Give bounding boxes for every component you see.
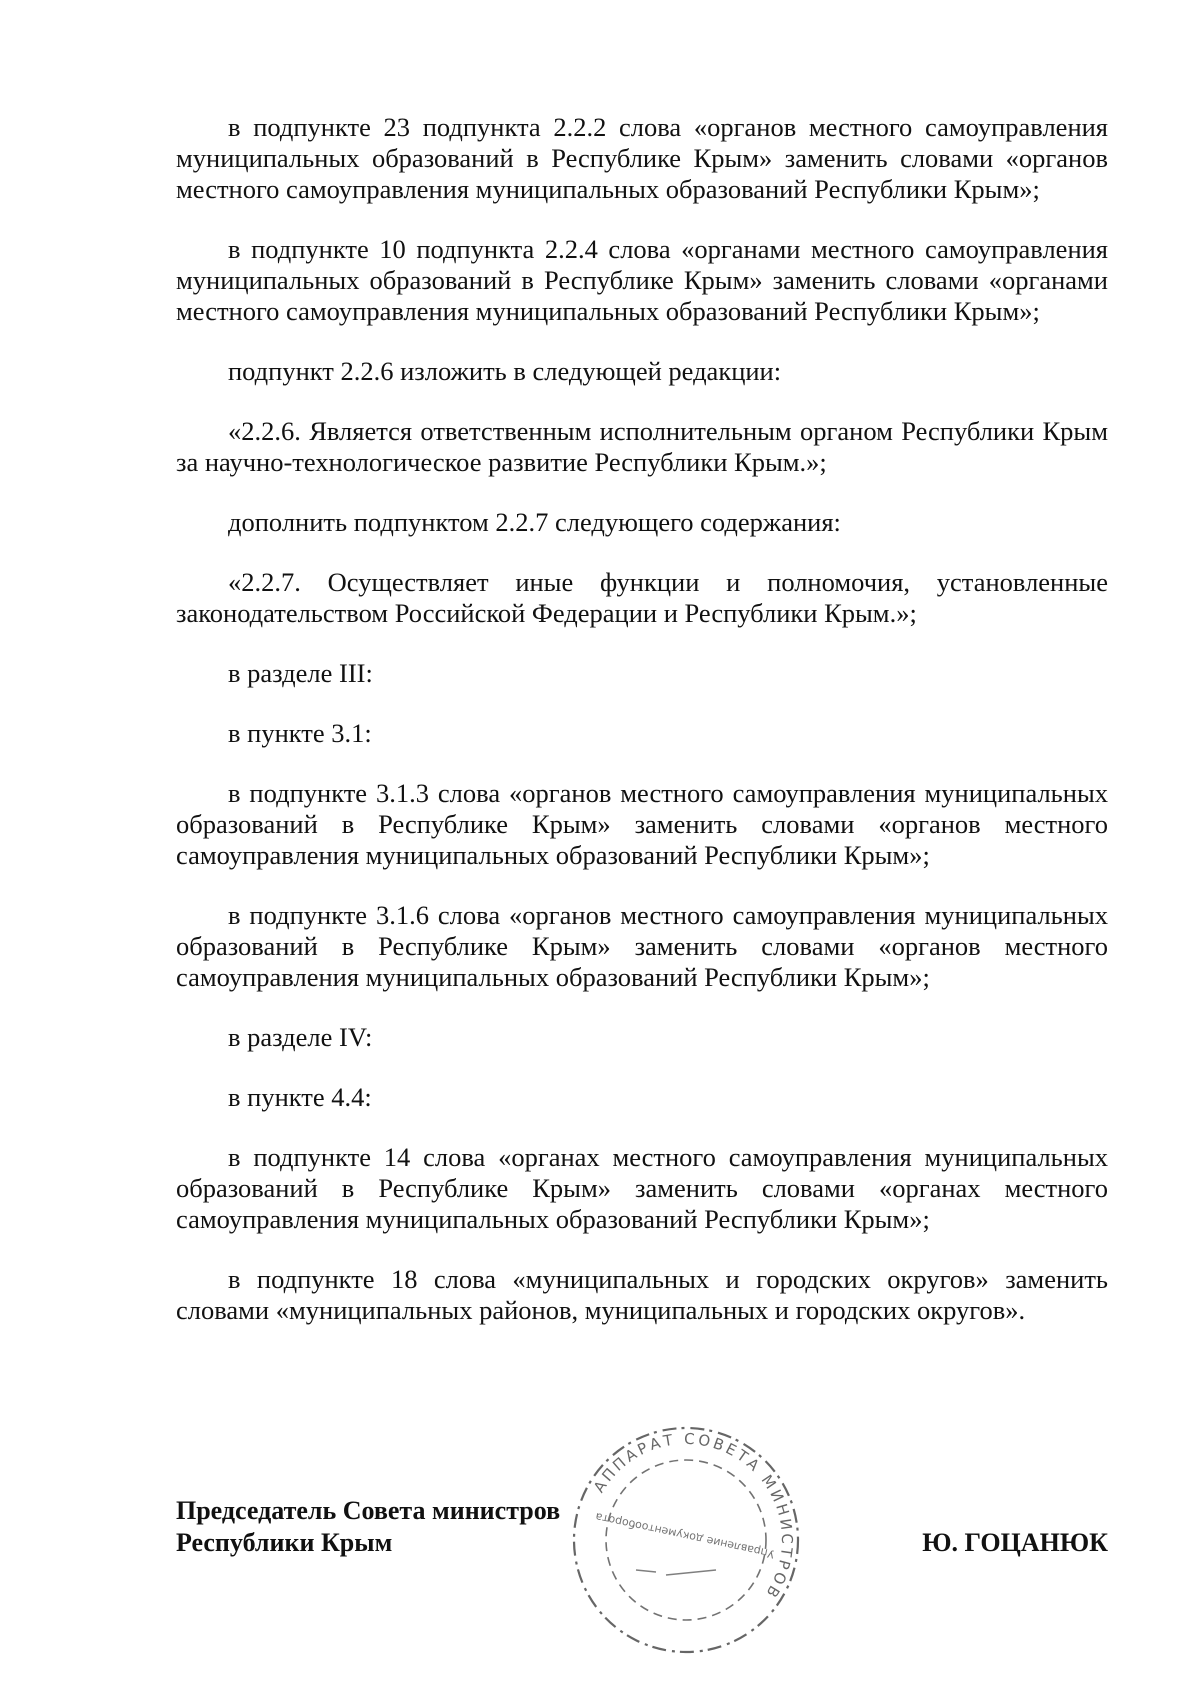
signatory-name: Ю. ГОЦАНЮК	[922, 1528, 1108, 1557]
paragraph-7: в разделе III:	[228, 658, 373, 688]
paragraph-6: «2.2.7. Осуществляет иные функции и полномочия, установленные законодательством Российской Федерации и Республики Крым.»;	[176, 567, 1108, 628]
paragraph-1: в подпункте 23 подпункта 2.2.2 слова «органов местного самоуправления муниципальных образований в Республике Крым» заменить словами «органов местного самоуправления муниципальных образований Республики Крым»;	[176, 112, 1108, 204]
paragraph-8: в пункте 3.1:	[228, 718, 372, 748]
signature-block	[176, 1495, 1108, 1585]
signatory-title-line-1: Председатель Совета министров	[176, 1496, 561, 1525]
stamp-inner-text: Управление документооборота	[594, 1510, 776, 1561]
stamp-outer-text: АППАРАТ СОВЕТА МИНИСТРОВ	[589, 1429, 797, 1604]
paragraph-13: в подпункте 14 слова «органах местного самоуправления муниципальных образований в Республике Крым» заменить словами «органах местного самоуправления муниципальных образований Республики Крым»;	[176, 1142, 1108, 1234]
document-body	[176, 112, 1108, 1355]
paragraph-9: в подпункте 3.1.3 слова «органов местного самоуправления муниципальных образований в Республике Крым» заменить словами «органов местного самоуправления муниципальных образований Республики Крым»;	[176, 778, 1108, 870]
paragraph-5: дополнить подпунктом 2.2.7 следующего содержания:	[228, 507, 841, 537]
paragraph-11: в разделе IV:	[228, 1022, 373, 1052]
paragraph-2: в подпункте 10 подпункта 2.2.4 слова «органами местного самоуправления муниципальных образований в Республике Крым» заменить словами «органами местного самоуправления муниципальных образований Республики Крым»;	[176, 234, 1108, 326]
signatory-title	[176, 1495, 560, 1559]
signatory-title-line-2: Республики Крым	[176, 1528, 393, 1557]
paragraph-10: в подпункте 3.1.6 слова «органов местного самоуправления муниципальных образований в Республике Крым» заменить словами «органов местного самоуправления муниципальных образований Республики Крым»;	[176, 900, 1108, 992]
paragraph-3: подпункт 2.2.6 изложить в следующей редакции:	[228, 356, 782, 386]
paragraph-12: в пункте 4.4:	[228, 1082, 372, 1112]
paragraph-4: «2.2.6. Является ответственным исполнительным органом Республики Крым за научно-технологическое развитие Республики Крым.»;	[176, 416, 1108, 477]
paragraph-14: в подпункте 18 слова «муниципальных и городских округов» заменить словами «муниципальных районов, муниципальных и городских округов».	[176, 1264, 1108, 1325]
